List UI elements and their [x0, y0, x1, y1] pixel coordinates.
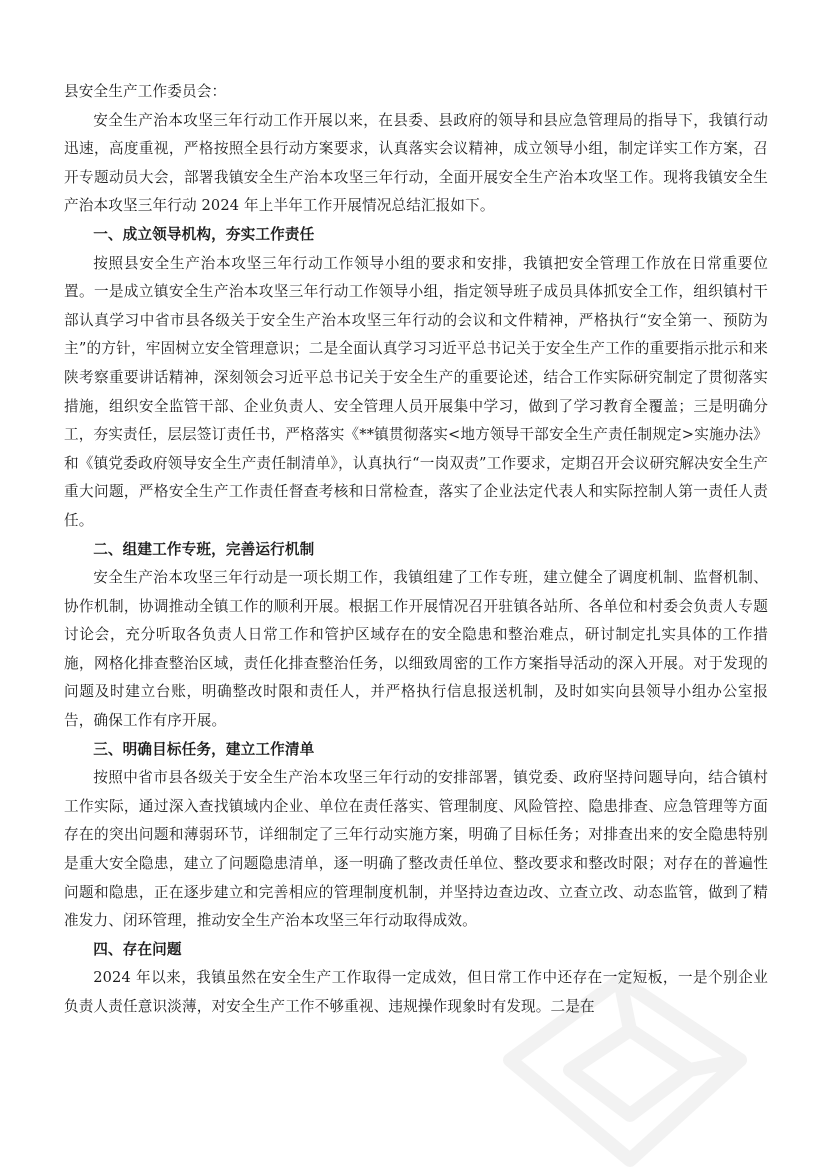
section-paragraph: 按照县安全生产治本攻坚三年行动工作领导小组的要求和安排，我镇把安全管理工作放在日常重要位置。一是成立镇安全生产治本攻坚三年行动工作领导小组，指定领导班子成员具体抓安全工作，组织镇村干部认真学习中省市县各级关于安全生产治本攻坚三年行动的会议和文件精神，严格执行“安全第一、预防为主”的方针，牢固树立安全管理意识；二是全面认真学习习近平总书记关于安全生产工作的重要指示批示和来陕考察重要讲话精神，深刻领会习近平总书记关于安全生产的重要论述，结合工作实际研究制定了贯彻落实措施，组织安全监管干部、企业负责人、安全管理人员开展集中学习，做到了学习教育全覆盖；三是明确分工，夯实责任，层层签订责任书，严格落实《**镇贯彻落实<地方领导干部安全生产责任制规定>实施办法》和《镇党委政府领导安全生产责任制清单》，认真执行“一岗双责”工作要求，定期召开会议研究解决安全生产重大问题，严格安全生产工作责任督查考核和日常检查，落实了企业法定代表人和实际控制人第一责任人责任。: [64, 254, 768, 529]
section-heading: 四、存在问题: [93, 940, 182, 958]
section-paragraph: 2024 年以来，我镇虽然在安全生产工作取得一定成效，但日常工作中还存在一定短板，一是个别企业负责人责任意识淡薄，对安全生产工作不够重视、违规操作现象时有发现。二是在: [64, 969, 768, 1015]
section-heading: 三、明确目标任务，建立工作清单: [93, 740, 315, 758]
section-heading: 二、组建工作专班，完善运行机制: [93, 540, 315, 558]
section-paragraph: 安全生产治本攻坚三年行动是一项长期工作，我镇组建了工作专班，建立健全了调度机制、监督机制、协作机制，协调推动全镇工作的顺利开展。根据工作开展情况召开驻镇各站所、各单位和村委会负责人专题讨论会，充分听取各负责人日常工作和管护区域存在的安全隐患和整治难点，研讨制定扎实具体的工作措施，网格化排查整治区域，责任化排查整治任务，以细致周密的工作方案指导活动的深入开展。对于发现的问题及时建立台账，明确整改时限和责任人，并严格执行信息报送机制，及时如实向县领导小组办公室报告，确保工作有序开展。: [64, 569, 768, 730]
document-body: [64, 78, 768, 1022]
section-paragraph: 按照中省市县各级关于安全生产治本攻坚三年行动的安排部署，镇党委、政府坚持问题导向，结合镇村工作实际，通过深入查找镇域内企业、单位在责任落实、管理制度、风险管控、隐患排查、应急管理等方面存在的突出问题和薄弱环节，详细制定了三年行动实施方案，明确了目标任务；对排查出来的安全隐患特别是重大安全隐患，建立了问题隐患清单，逐一明确了整改责任单位、整改要求和整改时限；对存在的普遍性问题和隐患，正在逐步建立和完善相应的管理制度机制，并坚持边查边改、立查立改、动态监管，做到了精准发力、闭环管理，推动安全生产治本攻坚三年行动取得成效。: [64, 769, 768, 930]
intro-paragraph: 安全生产治本攻坚三年行动工作开展以来，在县委、县政府的领导和县应急管理局的指导下，我镇行动迅速，高度重视，严格按照全县行动方案要求，认真落实会议精神，成立领导小组，制定详实工作方案，召开专题动员大会，部署我镇安全生产治本攻坚三年行动，全面开展安全生产治本攻坚工作。现将我镇安全生产治本攻坚三年行动 2024 年上半年工作开展情况总结汇报如下。: [64, 111, 768, 215]
salutation: 县安全生产工作委员会：: [64, 83, 227, 100]
section-heading: 一、成立领导机构，夯实工作责任: [93, 225, 315, 243]
